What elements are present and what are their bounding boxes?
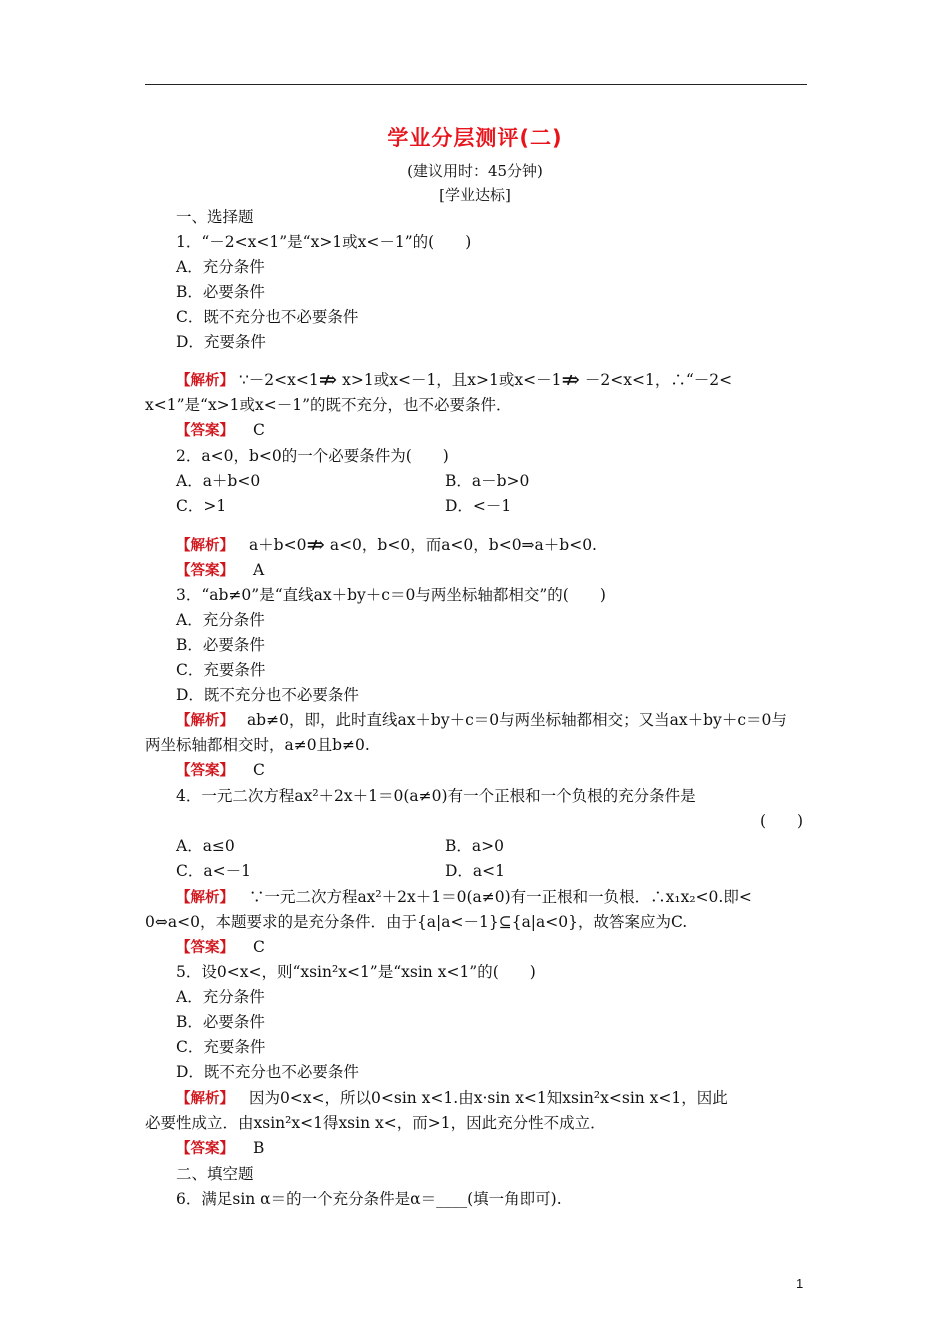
answer-value: C [252,421,265,439]
option-b: B．必要条件 [176,283,265,301]
explanation-part: －2<x<1，∴“－2< [584,371,733,389]
explanation-part: ab≠0，即，此时直线ax＋by＋c＝0与两坐标轴都相交；又当ax＋by＋c＝0与 [246,711,787,729]
option-c: C．>1 [176,497,227,515]
analysis-tag: 【解析】 [176,1091,234,1107]
question-stem: 6．满足sin α＝的一个充分条件是α＝____(填一角即可). [176,1190,562,1208]
option-a: A．a≤0 [176,837,235,855]
answer-line [176,420,265,441]
answer-value: C [252,761,265,779]
page-number: 1 [796,1276,804,1291]
answer-tag: 【答案】 [176,763,234,779]
option-a: A．充分条件 [176,988,265,1006]
question-stem: 4．一元二次方程ax²＋2x＋1＝0(a≠0)有一个正根和一个负根的充分条件是 [176,787,696,805]
explanation-line: x<1”是“x>1或x<－1”的既不充分，也不必要条件． [145,396,512,414]
option-a: A．充分条件 [176,611,265,629]
option-d: D．既不充分也不必要条件 [176,1063,359,1081]
explanation-line: 0⇔a<0，本题要求的是充分条件．由于{a|a<－1}⊆{a|a<0}，故答案应为C. [145,913,688,931]
option-b: B．a－b>0 [445,472,530,490]
answer-line [176,760,265,781]
answer-tag: 【答案】 [176,1141,234,1157]
answer-tag: 【答案】 [176,423,234,439]
page-title: 学业分层测评(二) [387,126,563,150]
question-stem: 1．“－2<x<1”是“x>1或x<－1”的( ) [176,233,472,251]
not-implies-icon: ⇏ [561,368,580,393]
option-c: C．既不充分也不必要条件 [176,308,359,326]
option-a: A．a＋b<0 [176,472,261,490]
analysis-tag: 【解析】 [176,890,234,906]
analysis-tag: 【解析】 [176,713,234,729]
time-hint: (建议用时：45分钟) [407,162,543,180]
section-label: [学业达标] [439,186,511,204]
option-c: C．充要条件 [176,661,266,679]
option-d: D．<－1 [445,497,512,515]
answer-value: A [252,561,265,579]
option-d: D．a<1 [445,862,506,880]
explanation-part: a＋b<0 [248,536,307,554]
not-implies-icon: ⇏ [318,368,338,393]
answer-line [176,1138,264,1159]
answer-value: C [252,938,265,956]
answer-tag: 【答案】 [176,563,234,579]
option-a: A．充分条件 [176,258,265,276]
option-b: B．a>0 [445,837,504,855]
answer-paren: ( ) [760,812,804,830]
explanation-line [176,535,597,556]
option-d: D．充要条件 [176,333,266,351]
explanation-line [176,710,787,731]
answer-line [176,560,264,581]
part-heading: 一、选择题 [176,208,254,226]
analysis-tag: 【解析】 [176,373,234,389]
option-c: C．充要条件 [176,1038,266,1056]
explanation-part: 因为0<x<，所以0<sin x<1.由x·sin x<1知xsin²x<sin x<1，因此 [248,1089,728,1107]
question-stem: 2．a<0，b<0的一个必要条件为( ) [176,447,449,465]
explanation-part: a<0，b<0，而a<0，b<0⇒a＋b<0. [329,536,597,554]
part-heading: 二、填空题 [176,1165,254,1183]
not-implies-icon: ⇏ [306,533,325,558]
explanation-line [176,1088,728,1109]
answer-value: B [252,1139,265,1157]
question-stem: 5．设0<x<，则“xsin²x<1”是“xsin x<1”的( ) [176,963,536,981]
question-stem: 3．“ab≠0”是“直线ax＋by＋c＝0与两坐标轴都相交”的( ) [176,586,606,604]
option-b: B．必要条件 [176,636,265,654]
explanation-line [176,370,732,391]
answer-tag: 【答案】 [176,940,234,956]
analysis-tag: 【解析】 [176,538,234,554]
option-d: D．既不充分也不必要条件 [176,686,359,704]
explanation-line: 两坐标轴都相交时，a≠0且b≠0. [145,736,370,754]
explanation-line [176,887,752,908]
explanation-part: x>1或x<－1，且x>1或x<－1 [342,371,562,389]
option-b: B．必要条件 [176,1013,265,1031]
option-c: C．a<－1 [176,862,251,880]
answer-line [176,937,265,958]
header-rule [145,84,807,85]
explanation-part: ∵－2<x<1 [238,371,319,389]
explanation-part: ∵一元二次方程ax²＋2x＋1＝0(a≠0)有一正根和一负根．∴x₁x₂<0.即< [248,888,752,906]
explanation-line: 必要性成立．由xsin²x<1得xsin x<，而>1，因此充分性不成立． [145,1114,606,1132]
